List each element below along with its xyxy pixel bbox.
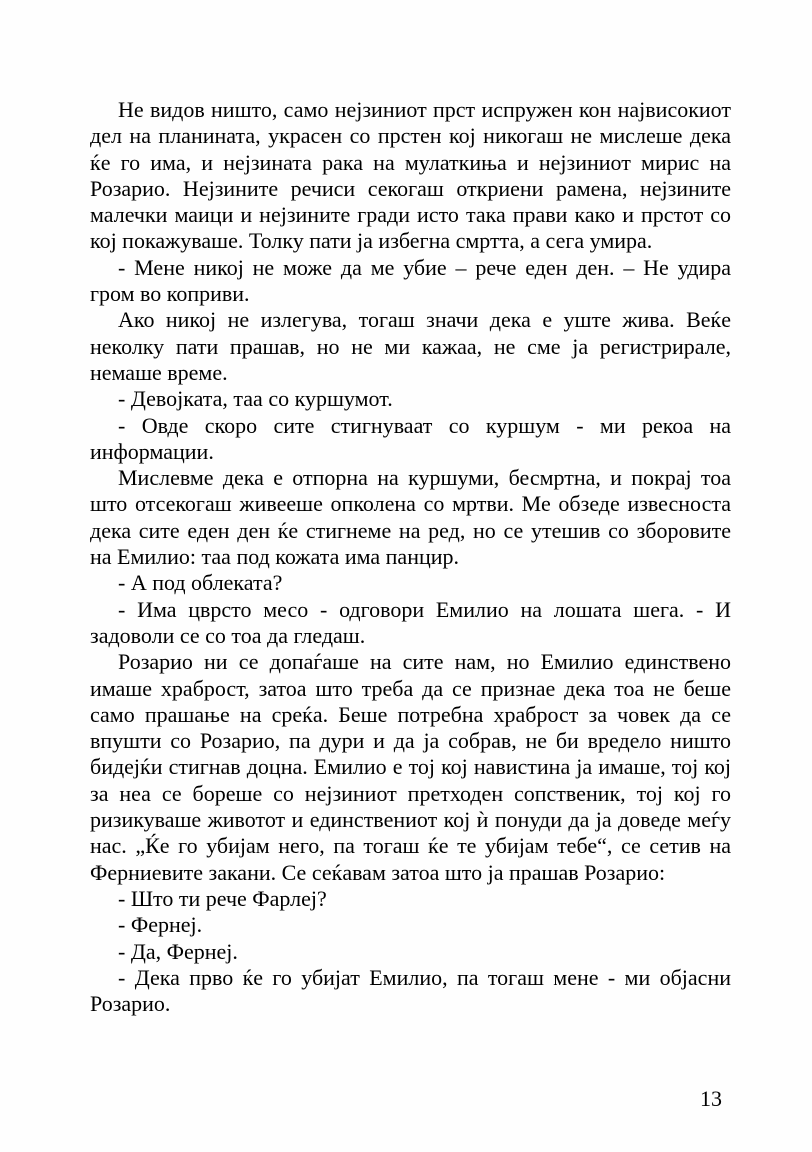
paragraph: - Мене никој не може да ме убие – рече еден ден. – Не удира гром во коприви. (90, 254, 731, 307)
paragraph: Не видов ништо, само нејзиниот прст испружен кон највисокиот дел на планината, украсен со прстен кој никогаш не мислеше дека ќе го има, и нејзината рака на мулаткиња и нејзиниот мирис на Розарио. Нејзините речиси секогаш откриени рамена, нејзините малечки маици и нејзините гради исто така прави како и прстот со кој покажуваше. Толку пати ја избегна смртта, а сега умира. (90, 97, 731, 254)
paragraph: - Девојката, таа со куршумот. (118, 386, 393, 412)
paragraph: - Фернеј. (118, 912, 203, 938)
text-block (90, 97, 731, 1017)
paragraph: - Што ти рече Фарлеј? (118, 885, 327, 911)
paragraph: Розарио ни се допаѓаше на сите нам, но Емилио единствено имаше храброст, затоа што треба да се признае дека тоа не беше само прашање на среќа. Беше потребна храброст за човек да се впушти со Розарио, па дури и да ја собрав, не би вредело ништо бидејќи стигнав доцна. Емилио е тој кој навистина ја имаше, тој кој за неа се бореше со нејзиниот претходен сопственик, тој кој го ризикуваше животот и единствениот кој ѝ понуди да ја доведе меѓу нас. „Ќе го убијам него, па тогаш ќе те убијам тебе“, се сетив на Ферниевите закани. Се сеќавам затоа што ја прашав Розарио: (90, 649, 731, 885)
paragraph: - Дека прво ќе го убијат Емилио, па тогаш мене - ми објасни Розарио. (90, 964, 731, 1017)
page-number: 13 (700, 1086, 722, 1111)
paragraph: - Овде скоро сите стигнуваат со куршум - ми рекоа на информации. (90, 412, 731, 464)
paragraph: - А под облеката? (118, 570, 283, 596)
paragraph: Мислевме дека е отпорна на куршуми, бесмртна, и покрај тоа што отсекогаш живееше опколена со мртви. Ме обзеде извесноста дека сите еден ден ќе стигнеме на ред, но се утешив со зборовите на Емилио: таа под кожата има панцир. (90, 465, 731, 570)
paragraph: - Има цврсто месо - одговори Емилио на лошата шега. - И задоволи се со тоа да гледаш. (90, 596, 731, 648)
paragraph: Ако никој не излегува, тогаш значи дека е уште жива. Веќе неколку пати прашав, но не ми кажаа, не сме ја регистрирале, немаше време. (90, 307, 731, 385)
paragraph: - Да, Фернеј. (118, 938, 238, 964)
